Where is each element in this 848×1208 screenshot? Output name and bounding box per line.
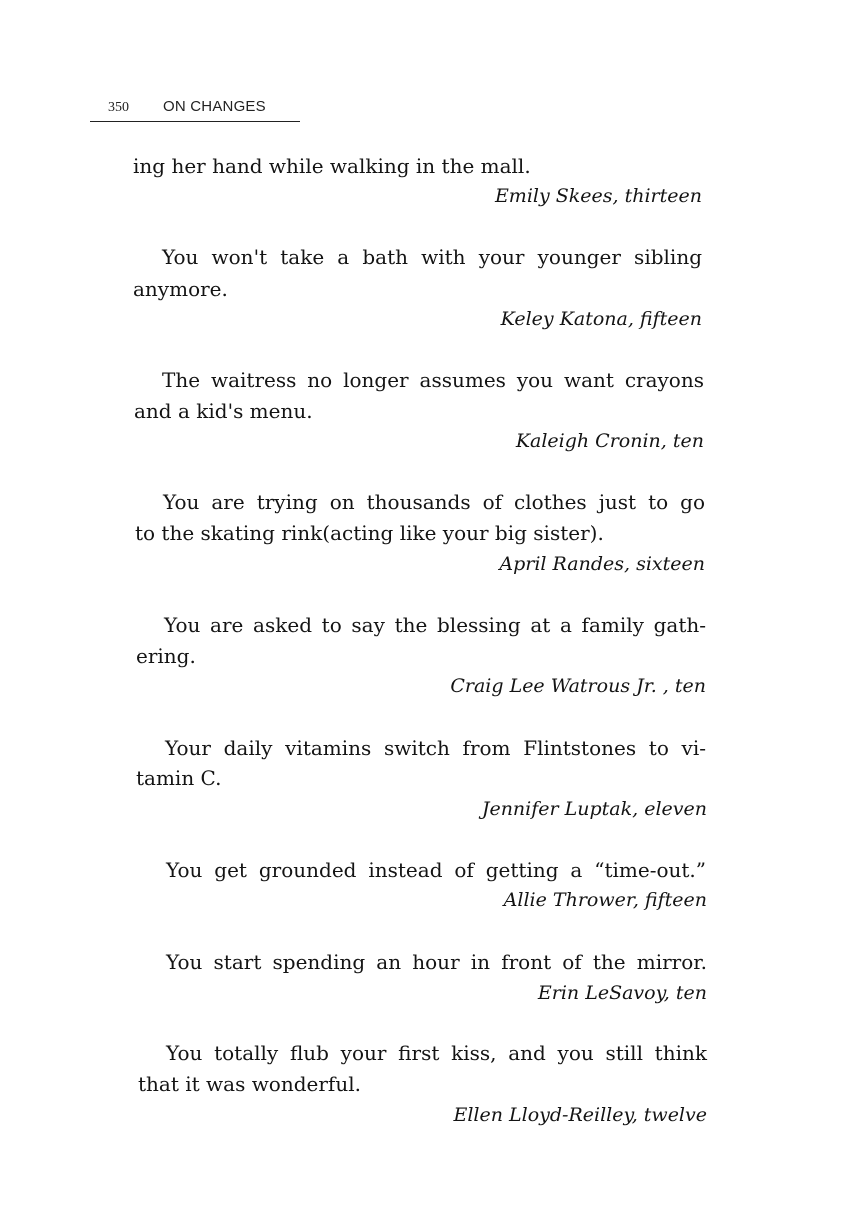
- entry-6-author: Jennifer Luptak, eleven: [481, 798, 707, 820]
- page-number: 350: [108, 100, 129, 115]
- running-header: [90, 97, 300, 122]
- entry-3-author: Kaleigh Cronin, ten: [515, 430, 704, 452]
- entry-2-line-2: anymore.: [133, 277, 228, 301]
- entry-2-line-1: You won't take a bath with your younger sibling: [162, 245, 702, 269]
- entry-4-author: April Randes, sixteen: [499, 553, 705, 575]
- entry-8-author: Erin LeSavoy, ten: [537, 982, 707, 1004]
- entry-9-line-2: that it was wonderful.: [138, 1072, 361, 1096]
- entry-6-line-2: tamin C.: [136, 766, 222, 790]
- entry-5-line-2: ering.: [136, 644, 196, 668]
- entry-6-line-1: Your daily vitamins switch from Flintstones to vi-: [165, 736, 706, 760]
- entry-7-line-1: You get grounded instead of getting a “time-out.”: [166, 858, 706, 882]
- entry-4-line-1: You are trying on thousands of clothes just to go: [163, 490, 705, 514]
- section-title: ON CHANGES: [163, 98, 266, 115]
- entry-3-line-2: and a kid's menu.: [134, 399, 313, 423]
- entry-8-line-1: You start spending an hour in front of the mirror.: [166, 950, 707, 974]
- entry-5-author: Craig Lee Watrous Jr. , ten: [450, 675, 706, 697]
- entry-1-line-1: ing her hand while walking in the mall.: [133, 154, 531, 178]
- entry-4-line-2: to the skating rink(acting like your big sister).: [135, 521, 604, 545]
- entry-9-line-1: You totally flub your first kiss, and you still think: [166, 1041, 707, 1065]
- entry-3-line-1: The waitress no longer assumes you want crayons: [162, 368, 704, 392]
- entry-7-author: Allie Thrower, fifteen: [503, 889, 707, 911]
- entry-5-line-1: You are asked to say the blessing at a family gath-: [164, 613, 706, 637]
- entry-1-author: Emily Skees, thirteen: [494, 185, 702, 207]
- entry-2-author: Keley Katona, fifteen: [500, 308, 702, 330]
- entry-9-author: Ellen Lloyd-Reilley, twelve: [453, 1104, 707, 1126]
